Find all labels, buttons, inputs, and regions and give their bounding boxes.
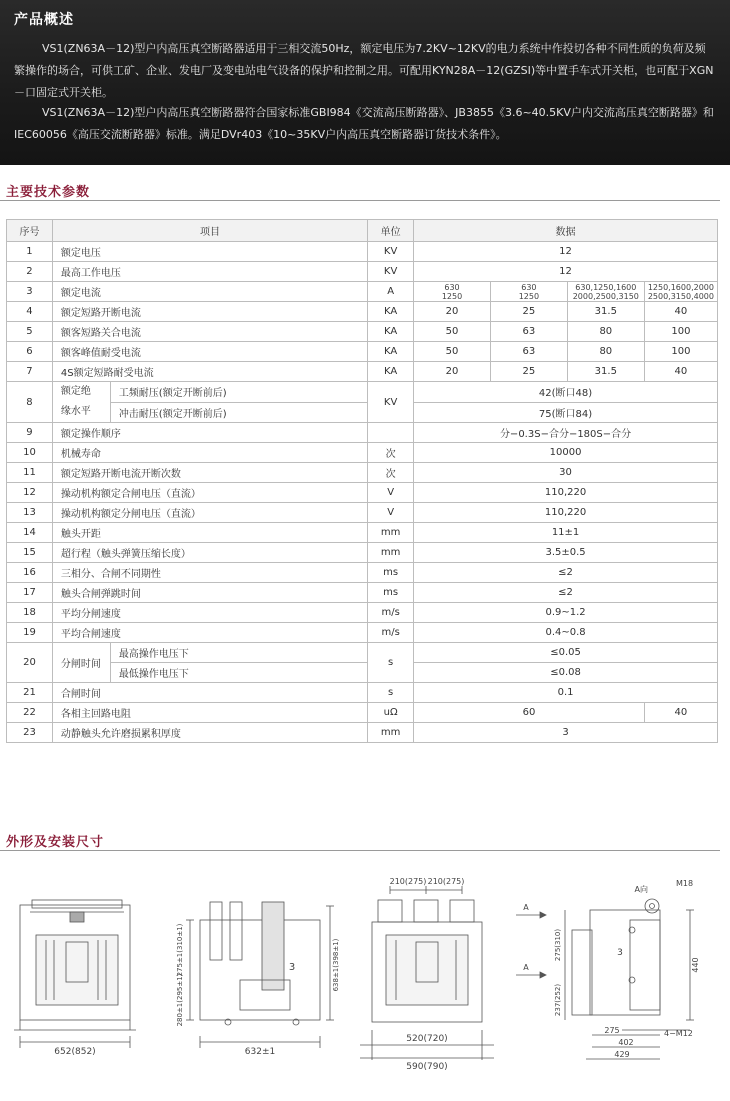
row-item: 超行程（触头弹簧压缩长度） (52, 543, 367, 563)
row-item: 额客短路关合电流 (52, 322, 367, 342)
row-unit: ms (368, 563, 414, 583)
dim-d3-w1: 520(720) (406, 1034, 448, 1044)
row-unit: V (368, 483, 414, 503)
table-row (7, 523, 718, 543)
row-value (490, 282, 567, 302)
row-no: 23 (7, 723, 53, 743)
row-no: 7 (7, 362, 53, 382)
row-item: 额客峰值耐受电流 (52, 342, 367, 362)
row-value: 分−0.3S−合分−180S−合分 (414, 423, 718, 443)
table-row (7, 322, 718, 342)
row-unit: uΩ (368, 703, 414, 723)
row-item: 额定电流 (52, 282, 367, 302)
dim-d2-depth: 632±1 (244, 1047, 276, 1057)
table-row (7, 603, 718, 623)
table-row (7, 382, 718, 403)
table-row (7, 643, 718, 663)
row-unit: mm (368, 543, 414, 563)
row-unit: KA (368, 302, 414, 322)
dim-d3-top2: 210(275) (427, 877, 465, 886)
row-no: 9 (7, 423, 53, 443)
overview-paragraph-1: VS1(ZN63A－12)型户内高压真空断路器适用于三相交流50Hz，额定电压为7.2KV~12KV的电力系统中作投切各种不同性质的负荷及频繁操作的场合，可供工矿、企业、发电厂及变电站电气设备的保护和控制之用。可配用KYN28A－12(GZSI)等中置手车式开关柜，也可配于XGN－口固定式开关柜。 (14, 42, 714, 99)
dim-d4-holes: 4−M12 (664, 1029, 693, 1038)
row-unit: m/s (368, 623, 414, 643)
row-unit: KA (368, 362, 414, 382)
row-value-text: 630 1250 (441, 282, 463, 301)
row-value: 80 (567, 322, 644, 342)
row-unit: V (368, 503, 414, 523)
row-item: 额定短路开断电流 (52, 302, 367, 322)
row-no: 15 (7, 543, 53, 563)
row-item: 额定电压 (52, 242, 367, 262)
row-no: 18 (7, 603, 53, 623)
dim-d4-arrow-1: A (523, 903, 529, 912)
row-value: ≤0.08 (414, 663, 718, 683)
table-row (7, 302, 718, 322)
row-no: 17 (7, 583, 53, 603)
row-item-line: 额定绝 (60, 386, 91, 397)
table-row (7, 282, 718, 302)
row-value: 110,220 (414, 483, 718, 503)
row-value: 80 (567, 342, 644, 362)
row-no: 12 (7, 483, 53, 503)
row-value: 63 (490, 342, 567, 362)
row-item: 平均分闸速度 (52, 603, 367, 623)
row-value: 75(断口84) (414, 402, 718, 423)
row-no: 5 (7, 322, 53, 342)
drawings-divider (0, 850, 720, 851)
row-value: 40 (644, 302, 717, 322)
row-value: 60 (414, 703, 645, 723)
row-value: 30 (414, 463, 718, 483)
spec-table (6, 219, 718, 743)
overview-paragraph-2: VS1(ZN63A－12)型户内高压真空断路器符合国家标准GBI984《交流高压断路器》、JB3855《3.6~40.5KV户内交流高压真空断路器》和IEC60056《高压交流断路器》标准。满足DVr403《10~35KV户内高压真空断路器订货技术条件》。 (14, 106, 714, 141)
table-row (7, 262, 718, 282)
row-item: 机械寿命 (52, 443, 367, 463)
dim-d4-w3: 429 (614, 1050, 630, 1059)
side-view-drawing (186, 902, 334, 1048)
row-value: 31.5 (567, 302, 644, 322)
row-value: 11±1 (414, 523, 718, 543)
row-value (644, 282, 717, 302)
row-value: 20 (414, 302, 491, 322)
table-row (7, 663, 718, 683)
dim-d3-w2: 590(790) (406, 1062, 448, 1072)
drawings-title: 外形及安装尺寸 (6, 835, 105, 850)
dim-d4-w1: 275 (604, 1026, 620, 1035)
table-row (7, 723, 718, 743)
table-row (7, 423, 718, 443)
row-value: 50 (414, 342, 491, 362)
table-row (7, 483, 718, 503)
table-row (7, 463, 718, 483)
dim-d1-width: 652(852) (54, 1047, 96, 1057)
table-row (7, 362, 718, 382)
row-unit: mm (368, 523, 414, 543)
row-subitem: 冲击耐压(额定开断前后) (110, 402, 367, 423)
dim-d4-h2: 237(252) (554, 983, 562, 1017)
dim-d2-h2: 280±1(295±1) (176, 973, 184, 1027)
row-no: 6 (7, 342, 53, 362)
row-unit: 次 (368, 463, 414, 483)
row-value: 0.4~0.8 (414, 623, 718, 643)
row-unit: KV (368, 262, 414, 282)
row-unit: KA (368, 322, 414, 342)
header-unit: 单位 (368, 220, 414, 242)
row-item: 触头合闸弹跳时间 (52, 583, 367, 603)
row-item (52, 382, 110, 423)
row-item: 额定操作顺序 (52, 423, 367, 443)
row-value: 50 (414, 322, 491, 342)
table-header-row (7, 220, 718, 242)
row-value: 0.9~1.2 (414, 603, 718, 623)
row-value: 20 (414, 362, 491, 382)
table-row (7, 443, 718, 463)
row-item: 分闸时间 (52, 643, 110, 683)
row-item: 各相主回路电阻 (52, 703, 367, 723)
table-row (7, 342, 718, 362)
dim-d4-view: A向 (634, 885, 648, 894)
row-value: 100 (644, 322, 717, 342)
dim-d4-w2: 402 (618, 1038, 634, 1047)
row-no: 3 (7, 282, 53, 302)
row-value: ≤2 (414, 583, 718, 603)
row-no: 14 (7, 523, 53, 543)
row-no: 21 (7, 683, 53, 703)
overview-title: 产品概述 (14, 12, 74, 28)
row-value: 25 (490, 302, 567, 322)
dim-d2-mark: 3 (288, 962, 296, 973)
header-item: 项目 (52, 220, 367, 242)
row-value-text: 1250,1600,2000 2500,3150,4000 (647, 282, 714, 301)
row-unit: KV (368, 242, 414, 262)
row-value: 110,220 (414, 503, 718, 523)
dim-d2-h1: 275±1(310±1) (176, 923, 184, 977)
dim-d4-mark: 3 (617, 948, 623, 958)
row-value: 40 (644, 362, 717, 382)
row-item: 操动机构额定分闸电压（直流） (52, 503, 367, 523)
table-row (7, 583, 718, 603)
row-item: 操动机构额定合闸电压（直流） (52, 483, 367, 503)
row-no: 16 (7, 563, 53, 583)
row-value: 31.5 (567, 362, 644, 382)
row-no: 4 (7, 302, 53, 322)
row-unit: m/s (368, 603, 414, 623)
row-unit: s (368, 643, 414, 683)
row-subitem: 工频耐压(额定开断前后) (110, 382, 367, 403)
table-row (7, 242, 718, 262)
row-unit: s (368, 683, 414, 703)
row-subitem: 最低操作电压下 (110, 663, 367, 683)
row-item: 合闸时间 (52, 683, 367, 703)
dimension-drawings (0, 870, 730, 1101)
row-no: 19 (7, 623, 53, 643)
table-row (7, 503, 718, 523)
overview-banner (0, 0, 730, 165)
row-value-text: 630,1250,1600 2000,2500,3150 (572, 282, 639, 301)
row-value (567, 282, 644, 302)
row-no: 11 (7, 463, 53, 483)
row-no: 8 (7, 382, 53, 423)
row-value: 100 (644, 342, 717, 362)
row-unit: mm (368, 723, 414, 743)
row-no: 10 (7, 443, 53, 463)
header-data: 数据 (414, 220, 718, 242)
row-subitem: 最高操作电压下 (110, 643, 367, 663)
row-item: 三相分、合闸不同期性 (52, 563, 367, 583)
row-no: 13 (7, 503, 53, 523)
row-value: 0.1 (414, 683, 718, 703)
row-no: 20 (7, 643, 53, 683)
row-value: 12 (414, 262, 718, 282)
table-row (7, 543, 718, 563)
row-unit: KA (368, 342, 414, 362)
table-row (7, 563, 718, 583)
row-value: 42(断口48) (414, 382, 718, 403)
row-item: 最高工作电压 (52, 262, 367, 282)
row-value: ≤2 (414, 563, 718, 583)
dim-d4-h1: 275(310) (554, 928, 562, 962)
row-item: 动静触头允许磨损累积厚度 (52, 723, 367, 743)
dim-d4-h3: 440 (691, 957, 700, 973)
table-row (7, 402, 718, 423)
row-value: 3.5±0.5 (414, 543, 718, 563)
row-value (414, 282, 491, 302)
row-value: 40 (644, 703, 717, 723)
row-item: 触头开距 (52, 523, 367, 543)
row-value: 10000 (414, 443, 718, 463)
params-divider (0, 200, 720, 201)
row-unit: KV (368, 382, 414, 423)
row-no: 1 (7, 242, 53, 262)
table-row (7, 623, 718, 643)
row-no: 22 (7, 703, 53, 723)
row-no: 2 (7, 262, 53, 282)
row-value: 12 (414, 242, 718, 262)
params-title: 主要技术参数 (6, 185, 91, 200)
row-item: 额定短路开断电流开断次数 (52, 463, 367, 483)
table-row (7, 703, 718, 723)
row-item: 4S额定短路耐受电流 (52, 362, 367, 382)
row-unit: 次 (368, 443, 414, 463)
row-unit: A (368, 282, 414, 302)
front-view-drawing (14, 900, 136, 1048)
row-item-line: 缘水平 (60, 406, 91, 417)
dim-d2-h3: 638±1(398±1) (332, 938, 340, 992)
dim-d3-top1: 210(275) (389, 877, 427, 886)
dim-d4-arrow-2: A (523, 963, 529, 972)
header-no: 序号 (7, 220, 53, 242)
row-value: 3 (414, 723, 718, 743)
row-value: ≤0.05 (414, 643, 718, 663)
table-row (7, 683, 718, 703)
row-unit: ms (368, 583, 414, 603)
row-value: 25 (490, 362, 567, 382)
row-unit (368, 423, 414, 443)
row-item: 平均合闸速度 (52, 623, 367, 643)
row-value-text: 630 1250 (518, 282, 540, 301)
dim-d4-bolt: M18 (676, 879, 694, 888)
row-value: 63 (490, 322, 567, 342)
